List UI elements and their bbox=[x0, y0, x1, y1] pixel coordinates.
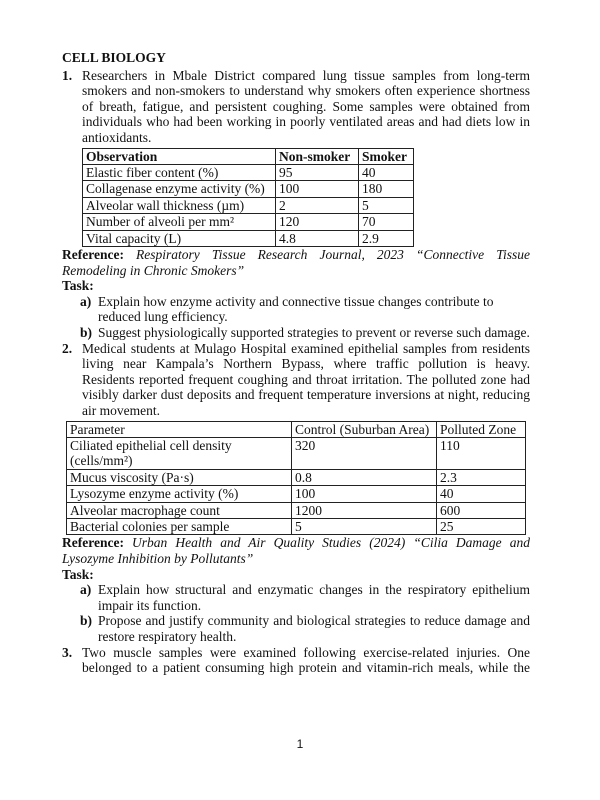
task-item bbox=[62, 613, 530, 644]
column-header: Parameter bbox=[67, 421, 292, 437]
document-page bbox=[62, 50, 530, 676]
table-cell: 2 bbox=[276, 197, 359, 213]
reference-label: Reference: bbox=[62, 535, 124, 551]
table-cell: 1200 bbox=[292, 502, 437, 518]
table-cell: Vital capacity (L) bbox=[83, 230, 276, 246]
table-cell: 2.3 bbox=[437, 469, 526, 485]
table-cell: Elastic fiber content (%) bbox=[83, 164, 276, 180]
table-row bbox=[83, 181, 414, 197]
task-letter: a) bbox=[80, 582, 92, 598]
reference bbox=[62, 535, 530, 566]
table-header-row bbox=[83, 148, 414, 164]
task-item bbox=[62, 325, 530, 341]
reference bbox=[62, 247, 530, 278]
task-item bbox=[62, 294, 530, 325]
table-cell: 40 bbox=[437, 486, 526, 502]
reference-text: Respiratory Tissue Research Journal, 2023 “Connective Tissue Remodeling in Chronic Smokers” bbox=[62, 247, 530, 278]
table-cell: 2.9 bbox=[359, 230, 414, 246]
table-row bbox=[83, 164, 414, 180]
table-cell: 4.8 bbox=[276, 230, 359, 246]
table-row bbox=[83, 197, 414, 213]
task-item bbox=[62, 582, 530, 613]
table-row bbox=[67, 502, 526, 518]
table-row bbox=[67, 437, 526, 469]
table-cell: 40 bbox=[359, 164, 414, 180]
section-heading: CELL BIOLOGY bbox=[62, 50, 166, 65]
reference-label: Reference: bbox=[62, 247, 124, 262]
table-row bbox=[67, 486, 526, 502]
question-number: 1. bbox=[62, 67, 73, 83]
table-cell: 5 bbox=[292, 518, 437, 534]
table-cell: 5 bbox=[359, 197, 414, 213]
reference-text: Urban Health and Air Quality Studies (2024) “Cilia Damage and Lysozyme Inhibition by Pollutants” bbox=[62, 535, 530, 566]
question-number: 3. bbox=[62, 644, 73, 660]
data-table bbox=[82, 148, 414, 247]
table-cell: Lysozyme enzyme activity (%) bbox=[67, 486, 292, 502]
table-cell: 180 bbox=[359, 181, 414, 197]
table-row bbox=[83, 230, 414, 246]
data-table bbox=[66, 421, 526, 536]
column-header: Control (Suburban Area) bbox=[292, 421, 437, 437]
table-header-row bbox=[67, 421, 526, 437]
question-text: Two muscle samples were examined following exercise-related injuries. One belonged to a patient consuming high protein and vitamin-rich meals, while the bbox=[82, 644, 530, 676]
table-cell: Ciliated epithelial cell density (cells/mm²) bbox=[67, 437, 292, 469]
question-number: 2. bbox=[62, 340, 73, 356]
task-text: Explain how structural and enzymatic changes in the respiratory epithelium impair its function. bbox=[98, 582, 530, 613]
task-label: Task: bbox=[62, 278, 94, 294]
question-3 bbox=[62, 645, 530, 676]
table-cell: 110 bbox=[437, 437, 526, 469]
table-cell: Mucus viscosity (Pa·s) bbox=[67, 469, 292, 485]
column-header: Polluted Zone bbox=[437, 421, 526, 437]
table-cell: 600 bbox=[437, 502, 526, 518]
question-text: Researchers in Mbale District compared lung tissue samples from long-term smokers and non-smokers to understand why smokers often experience shortness of breath, fatigue, and persistent coughing. Some samples were obtained from individuals who had been working in poorly ventilated areas and had diets low in antioxidants. bbox=[82, 67, 530, 145]
task-text: Explain how enzyme activity and connective tissue changes contribute to reduced lung efficiency. bbox=[98, 293, 494, 325]
task-letter: b) bbox=[80, 613, 93, 629]
page-number: 1 bbox=[296, 737, 304, 751]
table-row bbox=[83, 214, 414, 230]
task-text: Suggest physiologically supported strategies to prevent or reverse such damage. bbox=[98, 324, 530, 340]
table-cell: Alveolar wall thickness (µm) bbox=[83, 197, 276, 213]
question-text: Medical students at Mulago Hospital examined epithelial samples from residents living near Kampala’s Northern Bypass, where traffic pollution is heavy. Residents reported frequent coughing and throat irritation. The polluted zone had visibly darker dust deposits and frequent temperature inversions at night, reducing air movement. bbox=[82, 340, 530, 418]
column-header: Observation bbox=[83, 148, 276, 164]
table-row bbox=[67, 518, 526, 534]
task-text: Propose and justify community and biological strategies to reduce damage and restore respiratory health. bbox=[98, 613, 530, 644]
question-1 bbox=[62, 68, 530, 247]
table-cell: Alveolar macrophage count bbox=[67, 502, 292, 518]
task-label: Task: bbox=[62, 566, 94, 582]
table-cell: Number of alveoli per mm² bbox=[83, 214, 276, 230]
table-cell: 0.8 bbox=[292, 469, 437, 485]
table-cell: Bacterial colonies per sample bbox=[67, 518, 292, 534]
table-cell: Collagenase enzyme activity (%) bbox=[83, 181, 276, 197]
task-letter: a) bbox=[80, 293, 92, 309]
table-cell: 95 bbox=[276, 164, 359, 180]
table-cell: 120 bbox=[276, 214, 359, 230]
question-2 bbox=[62, 341, 530, 419]
task-letter: b) bbox=[80, 324, 93, 340]
column-header: Smoker bbox=[359, 148, 414, 164]
table-row bbox=[67, 469, 526, 485]
table-cell: 320 bbox=[292, 437, 437, 469]
column-header: Non-smoker bbox=[276, 148, 359, 164]
table-cell: 70 bbox=[359, 214, 414, 230]
table-cell: 100 bbox=[276, 181, 359, 197]
table-cell: 100 bbox=[292, 486, 437, 502]
table-cell: 25 bbox=[437, 518, 526, 534]
